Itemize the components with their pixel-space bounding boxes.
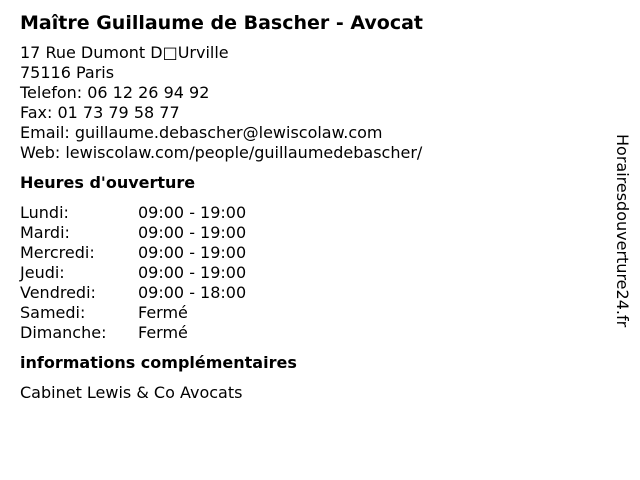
hours-time: 09:00 - 19:00 (138, 223, 247, 242)
site-watermark: Horairesdouverture24.fr (613, 134, 632, 328)
info-text: Cabinet Lewis & Co Avocats (20, 383, 243, 402)
hours-time: 09:00 - 19:00 (138, 243, 247, 262)
hours-day: Dimanche: (20, 323, 107, 342)
hours-table (20, 203, 610, 343)
hours-time: 09:00 - 19:00 (138, 263, 247, 282)
hours-time: 09:00 - 18:00 (138, 283, 247, 302)
hours-row (20, 303, 610, 323)
hours-row (20, 263, 610, 283)
hours-heading: Heures d'ouverture (20, 173, 196, 192)
hours-day: Vendredi: (20, 283, 96, 302)
hours-row (20, 243, 610, 263)
page-title: Maître Guillaume de Bascher - Avocat (20, 12, 424, 34)
contact-block (20, 43, 610, 163)
hours-row (20, 323, 610, 343)
hours-day: Lundi: (20, 203, 69, 222)
hours-day: Jeudi: (20, 263, 65, 282)
info-heading: informations complémentaires (20, 353, 297, 372)
city-line: 75116 Paris (20, 63, 115, 82)
phone-line: Telefon: 06 12 26 94 92 (20, 83, 210, 102)
listing-card (20, 10, 610, 403)
hours-time: Fermé (138, 303, 188, 322)
web-line: Web: lewiscolaw.com/people/guillaumedebascher/ (20, 143, 423, 162)
hours-row (20, 283, 610, 303)
hours-day: Samedi: (20, 303, 86, 322)
hours-row (20, 203, 610, 223)
hours-day: Mardi: (20, 223, 70, 242)
fax-line: Fax: 01 73 79 58 77 (20, 103, 180, 122)
street-address: 17 Rue Dumont D□Urville (20, 43, 229, 62)
hours-row (20, 223, 610, 243)
hours-day: Mercredi: (20, 243, 95, 262)
email-line: Email: guillaume.debascher@lewiscolaw.com (20, 123, 383, 142)
hours-time: 09:00 - 19:00 (138, 203, 247, 222)
hours-time: Fermé (138, 323, 188, 342)
